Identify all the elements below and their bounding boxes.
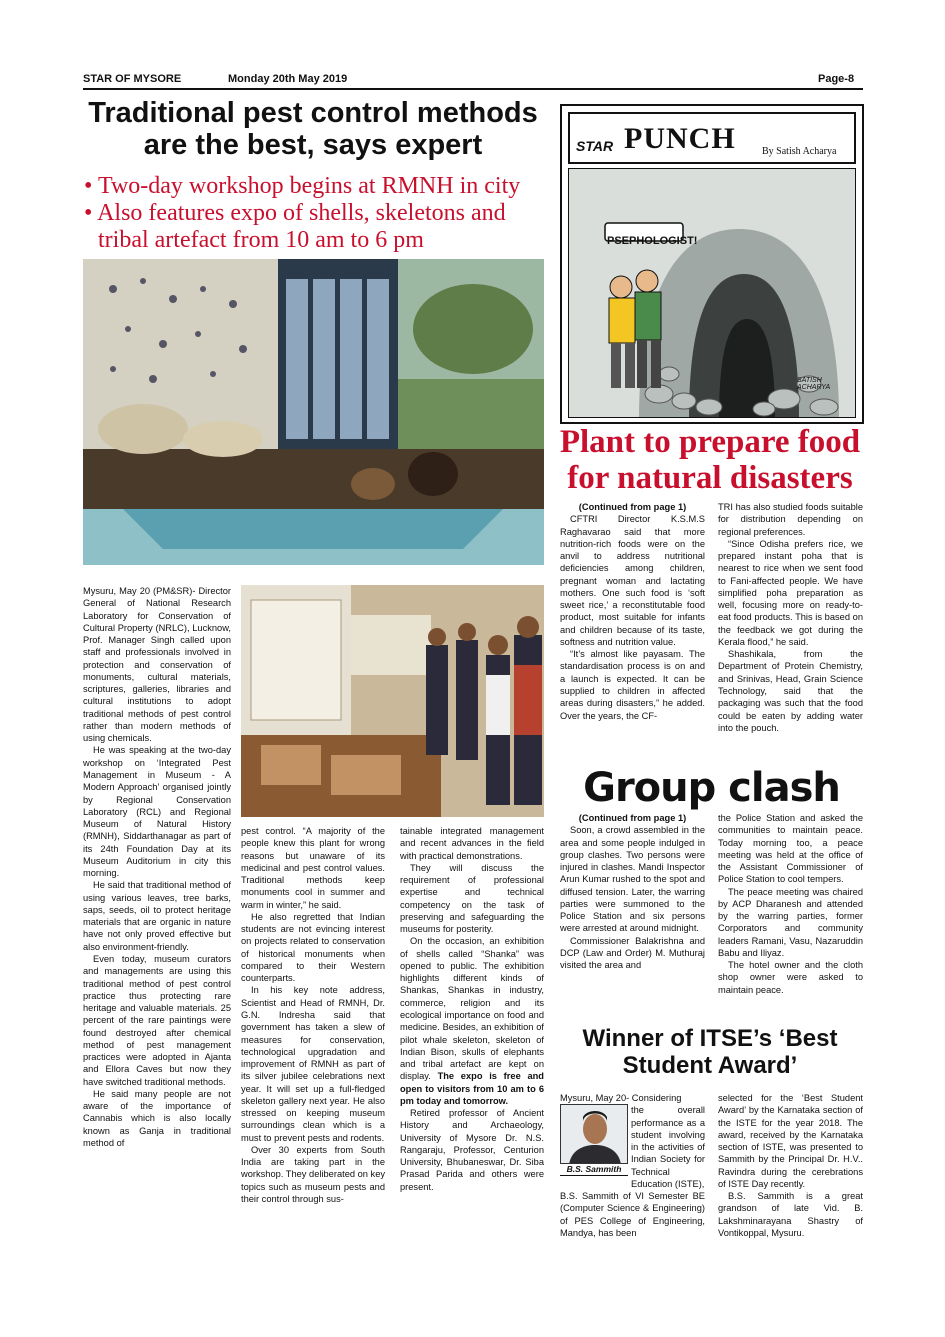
main-story-col3 <box>400 825 544 1265</box>
continued-label: (Continued from page 1) <box>578 502 687 512</box>
paragraph: selected for the ‘Best Student Award’ by the Karnataka section of the ISTE for the year 2018. The award, received by the Karnataka section of ISTE, was presented to Sammith by the Principal Dr. H.V.. Ravindra during the cerebrations of ISTE Day recently. <box>718 1093 863 1189</box>
cartoon-punch-label: PUNCH <box>624 122 736 155</box>
clash-story-col2 <box>718 812 863 1027</box>
paragraph: Over 30 experts from South India are taking part in the workshop. They deliberated on key topics such as museum pests and their control through sus- <box>241 1144 386 1204</box>
paragraph: Shashikala, from the Department of Protein Chemistry, and Srinivas, Head, Grain Science Technology, said that the packaging was such that the food could be eaten by adding water into the pouch. <box>718 649 863 733</box>
food-headline-line1: Plant to prepare food <box>559 424 861 460</box>
cartoon-byline: By Satish Acharya <box>762 146 837 157</box>
paragraph-text: On the occasion, an exhibition of shells called “Shanka” was opened to public. The exhibition highlights different kinds of Shankas, Shankas in industry, commerce, religion and its ecological importance on food and medicine. Besides, an exhibition of pilot whale skeleton, skeleton of Indian Bison, skulls of elephants and tribal artefact are kept on display. <box>400 936 544 1082</box>
museum-gallery-photo <box>83 259 544 565</box>
main-headline <box>83 97 543 162</box>
paragraph: The hotel owner and the cloth shop owner were asked to maintain peace. <box>718 960 863 995</box>
expo-timings-note: The expo is free and open to visitors from 10 am to 6 pm today and tomorrow. <box>400 1071 544 1106</box>
itse-headline-line1: Winner of ITSE’s ‘Best <box>582 1025 838 1052</box>
food-headline-line2: for natural disasters <box>567 459 853 496</box>
clash-story-col1 <box>560 812 705 1027</box>
main-subheads <box>84 173 544 254</box>
paragraph: “Since Odisha prefers rice, we prepared instant poha that is nearest to rice when we sent food to Fani-affected people. We have simplified poha preparation as well, focusing more on ready-to-eat food products. This is based on the feedback we got during the Kerala flood,” he said. <box>718 538 863 647</box>
paragraph: B.S. Sammith is a great grandson of late Vid. B. Lakshminarayana Shastry of Vontikoppal, Mysuru. <box>718 1191 863 1238</box>
paragraph: TRI has also studied foods suitable for distribution depending on regional preferences. <box>718 502 863 537</box>
paragraph <box>400 935 544 1107</box>
paragraph: He said many people are not aware of the importance of Cannabis which is also locally known as Ganja in traditional method of <box>83 1088 231 1148</box>
food-story-col1 <box>560 501 705 771</box>
paragraph: B.S. Sammith of VI Semester BE (Computer Science & Engineering) of PES College of Engineering, Mandya, has been <box>560 1191 705 1238</box>
paragraph: They will discuss the requirement of professional expertise and technical competency on the task of preserving and safeguarding the museums for posterity. <box>400 862 544 935</box>
paragraph: CFTRI Director K.S.M.S Raghavarao said that more nutrition-rich foods were on the anvil to address nutritional deficiencies among children, pregnant woman and lactating mothers. One such food is ‘soft sweet rice,’ a reconstitutable food product, most suitable for infants and children because of its taste, softness and nutrition value. <box>560 514 705 647</box>
star-punch-cartoon <box>560 104 864 424</box>
main-story-col2 <box>241 825 385 1265</box>
cartoon-panel <box>568 168 856 418</box>
paragraph: The peace meeting was chaired by ACP Dharanesh and attended by the warring parties, former Corporators and community leaders Ramani, Vasu, Nazaruddin Babu and Iliyaz. <box>718 886 863 958</box>
food-story-col2 <box>718 501 863 771</box>
issue-date: Monday 20th May 2019 <box>228 73 348 85</box>
main-headline-line1: Traditional pest control methods <box>88 97 538 129</box>
main-story-col1 <box>83 585 231 1265</box>
cartoonist-signature: SATISH ACHARYA <box>797 377 831 391</box>
itse-headline <box>555 1026 865 1080</box>
subhead-2-cont: tribal artefact from 10 am to 6 pm <box>98 226 424 253</box>
photo-wrap-text: the overall performance as a student involving in the activities of Indian Society for Technical Education (ISTE), <box>631 1105 705 1189</box>
paragraph: pest control. “A majority of the people knew this plant for wrong reasons but unaware of its medicinal and pest control values. Traditional methods keep monuments cool in summer and warm in winter,” he said. <box>241 826 385 910</box>
paragraph: He also regretted that Indian students are not evincing interest on projects related to conservation of historical monuments when compared to their Western counterparts. <box>241 911 385 984</box>
masthead-name: STAR OF MYSORE <box>83 73 182 85</box>
continued-label: (Continued from page 1) <box>578 813 687 823</box>
student-photo-block <box>560 1104 628 1190</box>
paragraph: the Police Station and asked the communities to maintain peace. Today morning too, a peace meeting was held at the office of the Assistant Commissioner of Police Station to cool tempers. <box>718 813 863 885</box>
paragraph: tainable integrated management and recent advances in the field with practical demonstrations. <box>400 826 544 861</box>
student-photo-caption: B.S. Sammith <box>560 1164 628 1176</box>
cartoon-star-label: STAR <box>576 138 614 154</box>
page-number: Page-8 <box>818 73 855 85</box>
food-headline <box>555 425 865 496</box>
itse-story-col1 <box>560 1092 705 1272</box>
paragraph: Commissioner Balakrishna and DCP (Law and Order) M. Muthuraj visited the area and <box>560 935 705 971</box>
subhead-1: • Two-day workshop begins at RMNH in city <box>84 173 521 199</box>
paragraph: He said that traditional method of using various leaves, tree barks, saps, seeds, oil to protect heritage materials that are organic in nature have not only proved effective but also environment-friendly. <box>83 880 231 952</box>
paragraph: Mysuru, May 20 (PM&SR)- Director General of National Research Laboratory for Conservation of Cultural Property (NRLC), Lucknow, Prof. Manager Singh called upon staff and professionals involved in protection and conservation of monuments, cultural materials, scriptures, galleries, libraries and cultural institutions to adopt traditional methods of pest control rather than modern methods of using chemicals. <box>83 586 231 744</box>
header-rule <box>83 88 863 90</box>
paragraph-lead: Mysuru, May 20- Considering <box>560 1093 682 1103</box>
paragraph: “It’s almost like payasam. The standardisation process is on and a launch is expected. It can be supplied to children in affected areas during disasters,” he added. Over the years, the CF- <box>560 649 705 721</box>
paragraph: Even today, museum curators and managements are using this traditional method of pest control practice thus protecting rare heritage and valuable materials. 25 percent of the rare paintings were found destroyed after chemical method of pest management practices were adopted in Ajanta and Ellora Caves but now they have switched traditional methods. <box>83 953 231 1087</box>
clash-headline: Group clash <box>583 765 840 811</box>
student-photo <box>560 1104 628 1164</box>
paragraph: Soon, a crowd assembled in the area and some people indulged in group clashes. Two persons were injured in clashes. Mandi Inspector Arun Kumar rushed to the spot and diffused tension. Later, the warring parties were summoned to the Police Station and six persons were arrested at around midnight. <box>560 825 705 934</box>
itse-story-col2 <box>718 1092 863 1272</box>
subhead-2: • Also features expo of shells, skeletons and <box>84 199 506 226</box>
main-headline-line2: are the best, says expert <box>143 129 483 162</box>
speech-bubble-text: PSEPHOLOGIST! <box>607 235 698 247</box>
itse-headline-line2: Student Award’ <box>622 1051 798 1079</box>
cartoon-banner <box>568 112 856 164</box>
exhibition-visit-photo <box>241 585 544 817</box>
paragraph: In his key note address, Scientist and Head of RMNH, Dr. G.N. Indresha said that government has taken a slew of measures for conservation, technological upgradation and improvement of RMNH as part of its silver jubilee celebrations next year. It will set up a full-fledged skeleton gallery next year. He also stressed on keeping museum surroundings clean which is a must to prevent pests and rodents. <box>241 985 385 1143</box>
paragraph: He was speaking at the two-day workshop on ‘Integrated Pest Management in Museum - A Modern Approach’ organised jointly by Regional Conservation Laboratory (RCL) and Regional Museum of Natural History (RMNH), Siddarthanagar as part of its 24th Foundation Day at its Museum Auditorium in city this morning. <box>83 745 231 879</box>
paragraph: Retired professor of Ancient History and Archaeology, University of Mysore Dr. N.S. Rangaraju, Professor, Centurion University, Bhubaneswar, Dr. Siba Prasad Parida and others were present. <box>400 1108 544 1192</box>
